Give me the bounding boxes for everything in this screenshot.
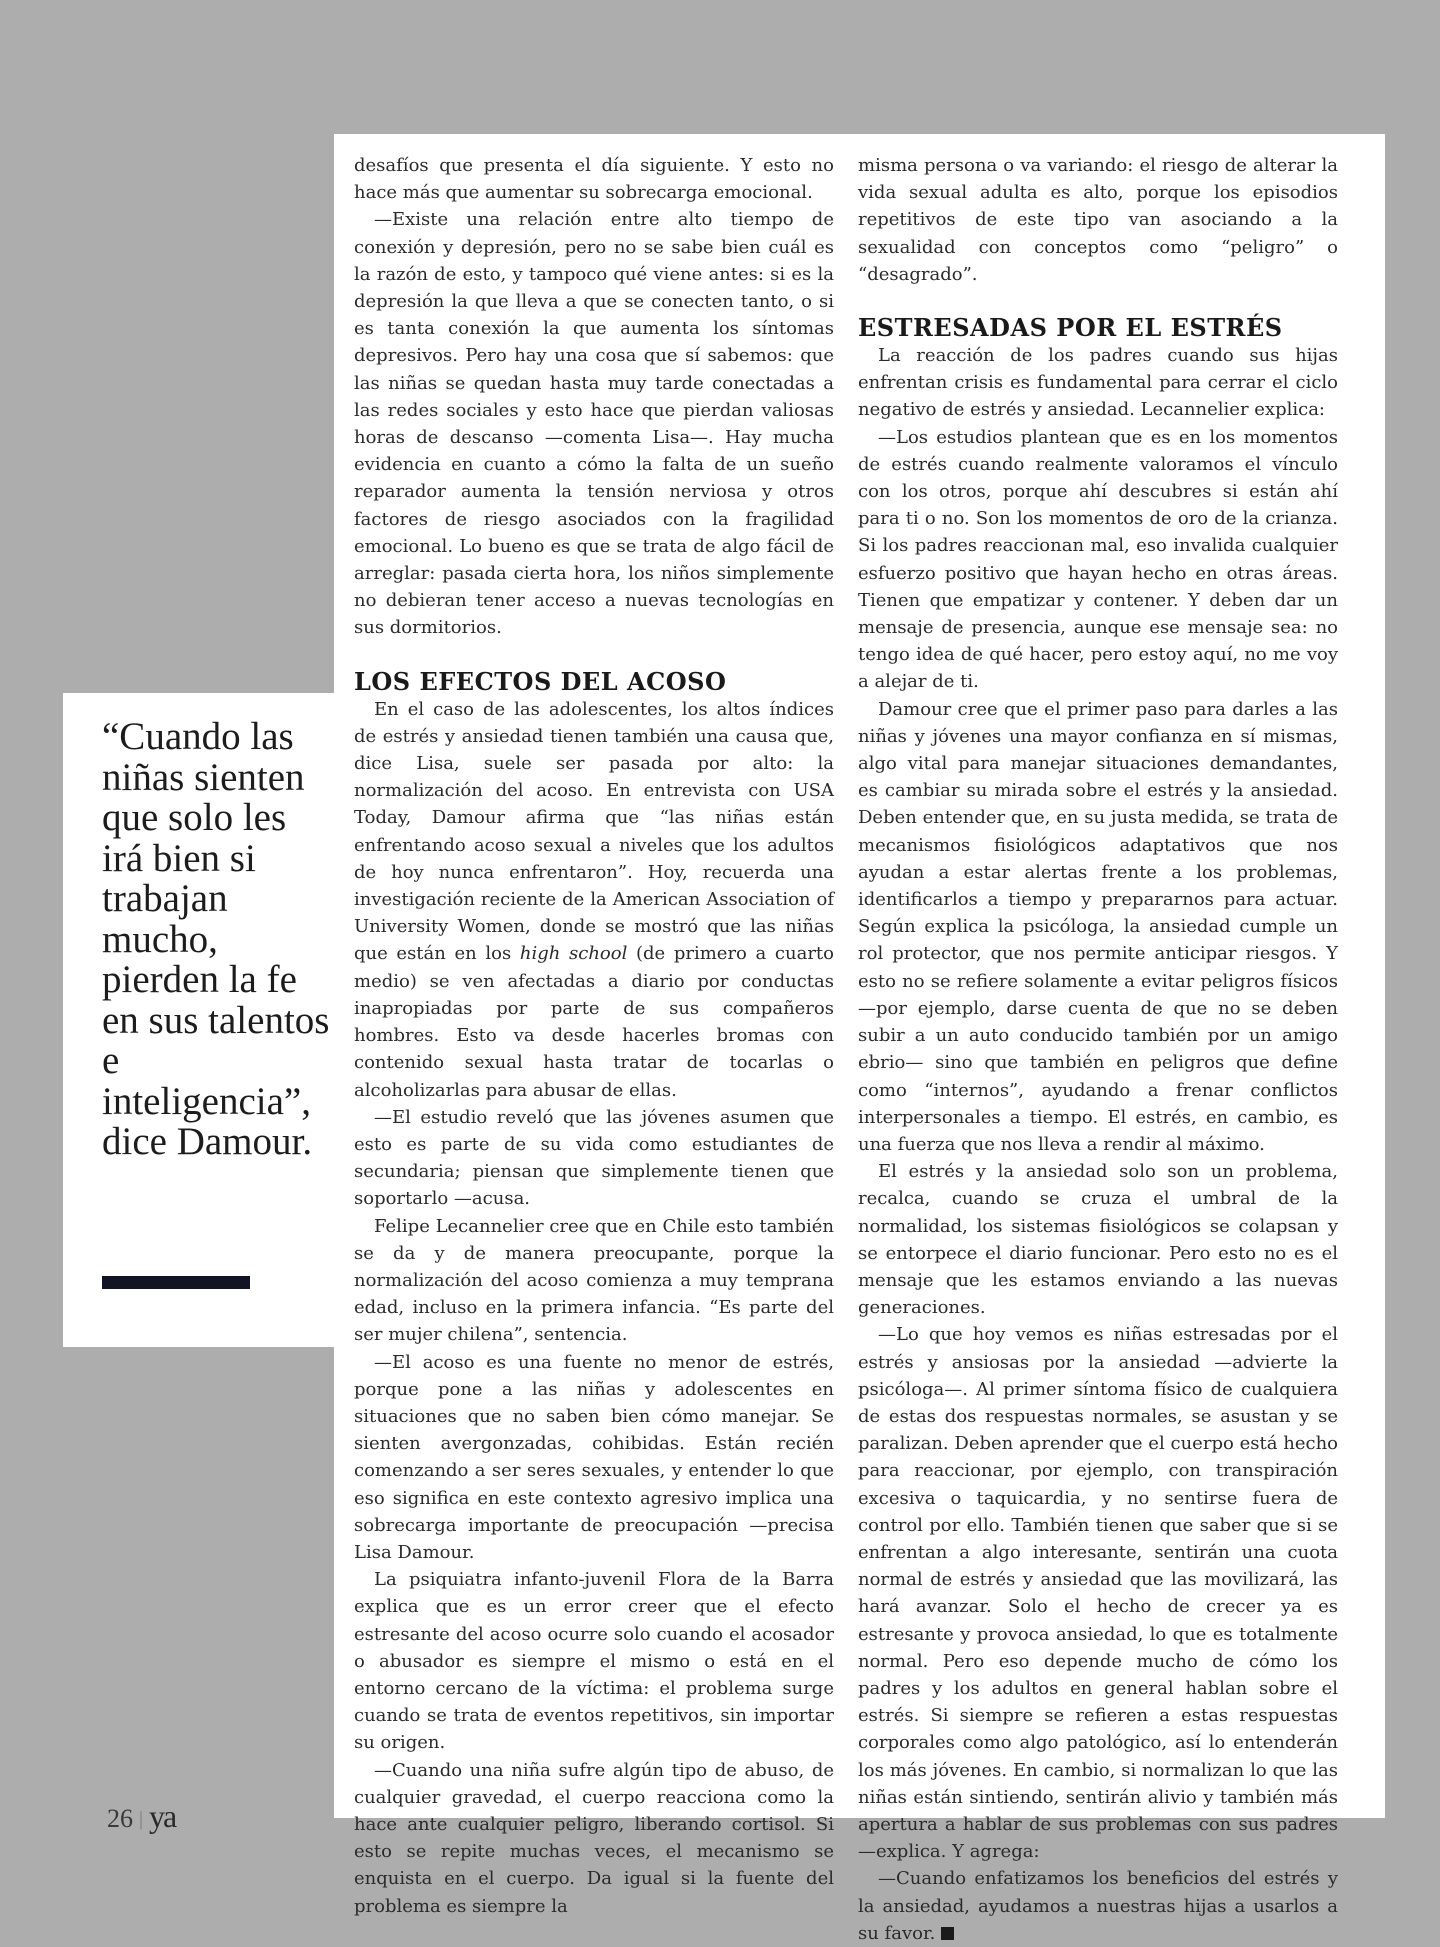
section-heading: ESTRESADAS POR EL ESTRÉS <box>858 313 1283 343</box>
magazine-logo: ya <box>149 1798 176 1834</box>
paragraph: misma persona o va variando: el riesgo de alterar la vida sexual adulta es alto, porque los episodios repetitivos de este tipo van asociando a la sexualidad con conceptos como “peligro” o “desagrado”. <box>858 155 1338 285</box>
paragraph: La psiquiatra infanto-juvenil Flora de la Barra explica que es un error creer que el efecto estresante del acoso ocurre solo cuando el acosador o abusador es siempre el mismo o está en el entorno cercano de la víctima: el problema surge cuando se trata de eventos repetitivos, sin importar su origen. <box>354 1569 834 1754</box>
paragraph: Felipe Lecannelier cree que en Chile esto también se da y de manera preocupante, porque la normalización del acoso comienza a muy temprana edad, incluso en la primera infancia. “Es parte del ser mujer chilena”, sentencia. <box>354 1215 834 1346</box>
paragraph-text: —Cuando enfatizamos los beneficios del estrés y la ansiedad, ayudamos a nuestras hijas a usarlos a su favor. <box>858 1868 1338 1944</box>
article-page <box>334 134 1385 1944</box>
paragraph: —El acoso es una fuente no menor de estrés, porque pone a las niñas y adolescentes en situaciones que no saben bien cómo manejar. Se sienten avergonzadas, cohibidas. Están recién comenzando a ser seres sexuales, y entender lo que eso significa en este contexto agresivo implica una sobrecarga importante de preocupación —precisa Lisa Damour. <box>354 1351 834 1563</box>
paragraph: —Cuando una niña sufre algún tipo de abuso, de cualquier gravedad, el cuerpo reacciona como la hace ante cualquier peligro, liberando cortisol. Si esto se repite muchas veces, el mecanismo se enquista en el cuerpo. Da igual si la fuente del problema es siempre la <box>354 1759 834 1917</box>
paragraph-text: (de primero a cuarto medio) se ven afectadas a diario por conductas inapropiadas por parte de sus compañeros hombres. Esto va desde hacerles bromas con contenido sexual hasta tratar de tocarlas o alcoholizarlas para abusar de ellas. <box>354 943 835 1101</box>
paragraph: —Lo que hoy vemos es niñas estresadas por el estrés y ansiosas por la ansiedad —advierte la psicóloga—. Al primer síntoma físico de cualquiera de estas dos respuestas normales, se asustan y se paralizan. Deben aprender que el cuerpo está hecho para reaccionar, por ejemplo, con transpiración excesiva o taquicardia, y no sentirse fuera de control por ello. También tienen que saber que si se enfrentan a algo interesante, sentirán una cuota normal de estrés y ansiedad que las movilizará, las hará avanzar. Solo el hecho de crecer ya es estresante y provoca ansiedad, lo que es totalmente normal. Pero eso depende mucho de cómo los padres y los adultos en general hablan sobre el estrés. Si siempre se refieren a estas respuestas corporales como algo patológico, así lo entenderán los más jóvenes. En cambio, si normalizan lo que las niñas están sintiendo, sentirán alivio y también más apertura a hablar de sus problemas con sus padres —explica. Y agrega: <box>858 1324 1338 1863</box>
pull-quote-text: “Cuando las niñas sienten que solo les irá bien si trabajan mucho, pierden la fe en sus talentos e inteligencia”, dice Damour. <box>102 715 330 1163</box>
right-column <box>858 152 1338 1947</box>
paragraph: —Los estudios plantean que es en los momentos de estrés cuando realmente valoramos el vínculo con los otros, porque ahí descubres si están ahí para ti o no. Son los momentos de oro de la crianza. Si los padres reaccionan mal, eso invalida cualquier esfuerzo positivo que hayan hecho en otras áreas. Tienen que empatizar y contener. Y deben dar un mensaje de presencia, aunque ese mensaje sea: no tengo idea de qué hacer, pero estoy aquí, no me voy a alejar de ti. <box>858 426 1338 693</box>
paragraph: La reacción de los padres cuando sus hijas enfrentan crisis es fundamental para cerrar el ciclo negativo de estrés y ansiedad. Lecannelier explica: <box>858 345 1338 421</box>
paragraph: El estrés y la ansiedad solo son un problema, recalca, cuando se cruza el umbral de la normalidad, los sistemas fisiológicos se colapsan y se entorpece el diario funcionar. Pero esto no es el mensaje que les estamos enviando a las nuevas generaciones. <box>858 1161 1338 1319</box>
folio-separator: | <box>139 1808 144 1830</box>
paragraph <box>354 696 834 1104</box>
left-column <box>354 152 834 1920</box>
section-heading: LOS EFECTOS DEL ACOSO <box>354 666 727 696</box>
page-number: 26 <box>107 1804 133 1833</box>
paragraph <box>858 1865 1338 1947</box>
paragraph: —El estudio reveló que las jóvenes asumen que esto es parte de su vida como estudiantes de secundaria; piensan que simplemente tienen que soportarlo —acusa. <box>354 1106 834 1210</box>
pull-quote-box <box>63 693 334 1347</box>
page-footer <box>107 1798 175 1835</box>
paragraph: Damour cree que el primer paso para darles a las niñas y jóvenes una mayor confianza en sí mismas, algo vital para manejar situaciones demandantes, es cambiar su mirada sobre el estrés y la ansiedad. Deben entender que, en su justa medida, se trata de mecanismos fisiológicos adaptativos que nos ayudan a estar alertas frente a los problemas, identificarlos a tiempo y prepararnos para actuar. Según explica la psicóloga, la ansiedad cumple un rol protector, que nos permite anticipar riesgos. Y esto no se refiere solamente a evitar peligros físicos —por ejemplo, darse cuenta de que no se deben subir a un auto conducido también por un amigo ebrio— sino que también en peligros que define como “internos”, ayudando a frenar conflictos interpersonales a tiempo. El estrés, en cambio, es una fuerza que nos lleva a rendir al máximo. <box>858 698 1338 1155</box>
paragraph: —Existe una relación entre alto tiempo de conexión y depresión, pero no se sabe bien cuál es la razón de esto, y tampoco qué viene antes: si es la depresión la que lleva a que se conecten tanto, o si es tanta conexión la que aumenta los síntomas depresivos. Pero hay una cosa que sí sabemos: que las niñas se quedan hasta muy tarde conectadas a las redes sociales y esto hace que pierdan valiosas horas de descanso —comenta Lisa—. Hay mucha evidencia en cuanto a cómo la falta de un sueño reparador aumenta la tensión nerviosa y otros factores de riesgo asociados con la fragilidad emocional. Lo bueno es que se trata de algo fácil de arreglar: pasada cierta hora, los niños simplemente no debieran tener acceso a nuevas tecnologías en sus dormitorios. <box>354 209 834 639</box>
end-of-article-icon <box>941 1927 954 1940</box>
paragraph-text: En el caso de las adolescentes, los altos índices de estrés y ansiedad tienen también una causa que, dice Lisa, suele ser pasada por alto: la normalización del acoso. En entrevista con USA Today, Damour afirma que “las niñas están enfrentando acoso sexual a niveles que los adultos de hoy nunca enfrentaron”. Hoy, recuerda una investigación reciente de la American Association of University Women, donde se mostró que las niñas que están en los <box>354 698 834 965</box>
italic-term: high school <box>519 943 628 965</box>
paragraph: desafíos que presenta el día siguiente. Y esto no hace más que aumentar su sobrecarga emocional. <box>354 155 834 204</box>
pull-quote-rule <box>102 1276 250 1289</box>
